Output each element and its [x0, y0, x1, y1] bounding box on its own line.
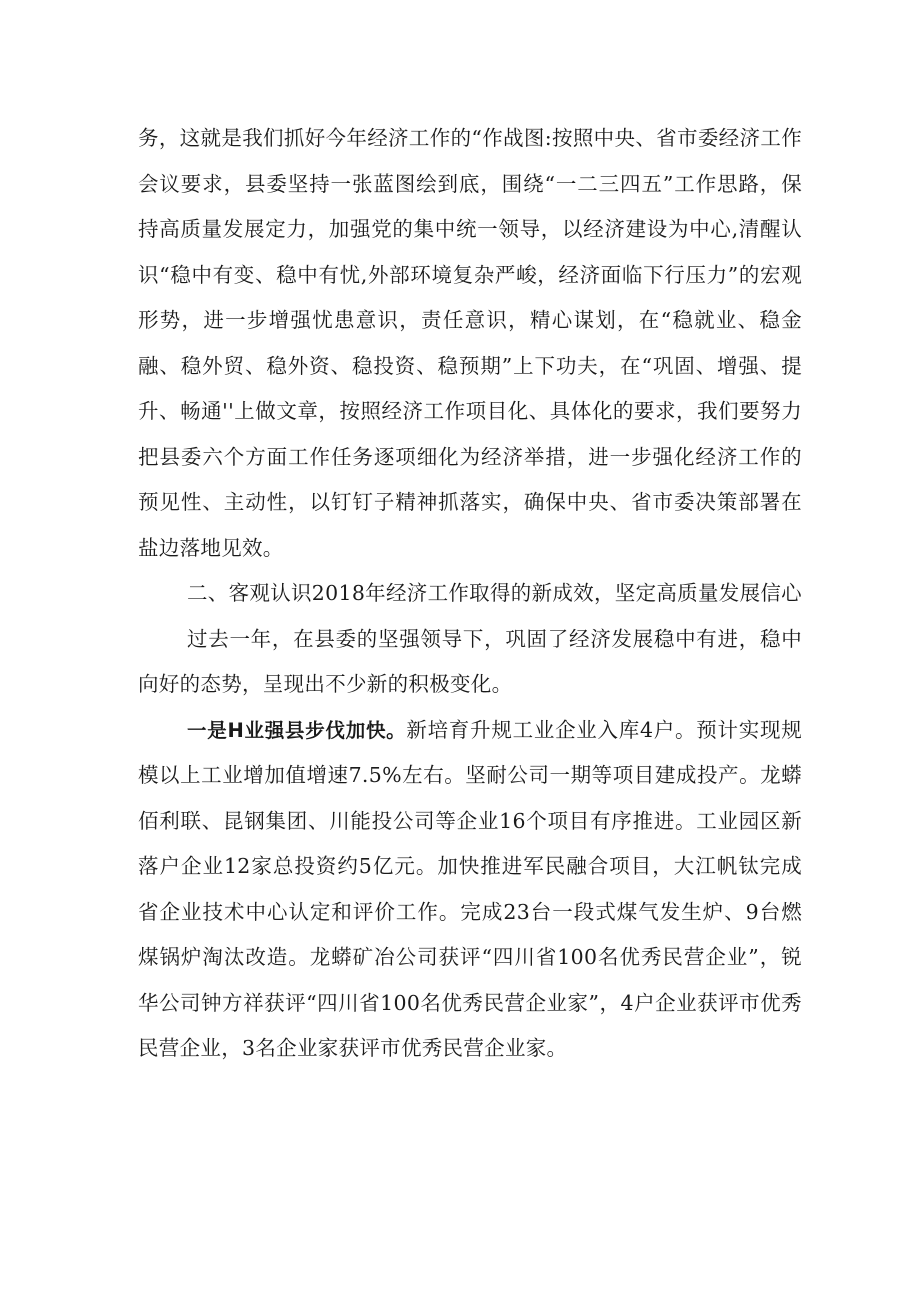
- paragraph-past-year: 过去一年，在县委的坚强领导下，巩固了经济发展稳中有进，稳中向好的态势，呈现出不少新的积极变化。: [138, 626, 802, 696]
- document-body: [138, 116, 802, 1072]
- paragraph-industry: [138, 708, 802, 1072]
- paragraph-continuation: 务，这就是我们抓好今年经济工作的“作战图:按照中央、省市委经济工作会议要求，县委坚持一张蓝图绘到底，围绕“一二三四五”工作思路，保持高质量发展定力，加强党的集中统一领导，以经济建设为中心,清醒认识“稳中有变、稳中有忧,外部环境复杂严峻，经济面临下行压力”的宏观形势，进一步增强忧患意识，责任意识，精心谋划，在“稳就业、稳金融、稳外贸、稳外资、稳投资、稳预期”上下功夫，在“巩固、增强、提升、畅通''上做文章，按照经济工作项目化、具体化的要求，我们要努力把县委六个方面工作任务逐项细化为经济举措，进一步强化经济工作的预见性、主动性，以钉钉子精神抓落实，确保中央、省市委决策部署在盐边落地见效。: [138, 126, 802, 560]
- paragraph-industry-lead: 一是H业强县步伐加快。: [187, 718, 407, 742]
- paragraph-industry-text: 新培育升规工业企业入库4户。预计实现规模以上工业增加值增速7.5%左右。坚耐公司一期等项目建成投产。龙蟒佰利联、昆钢集团、川能投公司等企业16个项目有序推进。工业园区新落户企业12家总投资约5亿元。加快推进军民融合项目，大江帆钛完成省企业技术中心认定和评价工作。完成23台一段式煤气发生炉、9台燃煤锅炉淘汰改造。龙蟒矿冶公司获评“四川省100名优秀民营企业”，锐华公司钟方祥获评“四川省100名优秀民营企业家”，4户企业获评市优秀民营企业，3名企业家获评市优秀民营企业家。: [138, 717, 802, 1060]
- section-heading-two: 二、客观认识2018年经济工作取得的新成效，坚定高质量发展信心: [187, 581, 802, 605]
